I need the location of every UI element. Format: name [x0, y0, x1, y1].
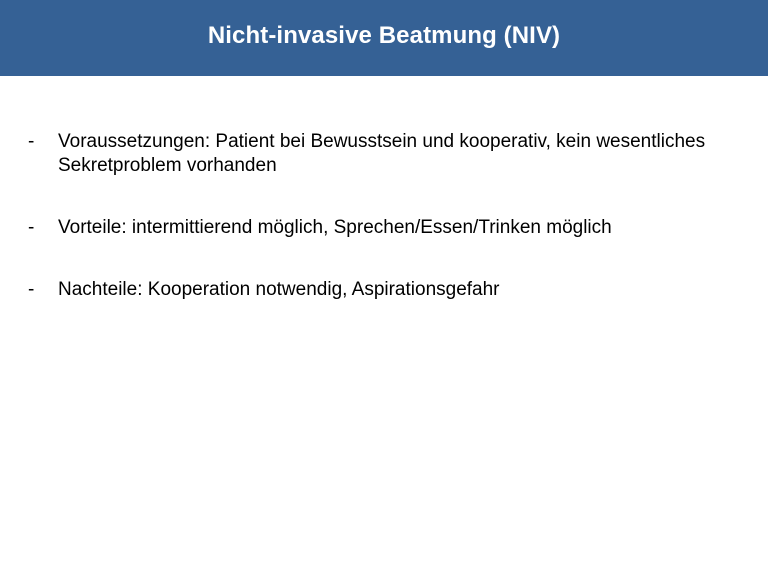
slide-title: Nicht-invasive Beatmung (NIV) [207, 21, 561, 49]
bullet-text: Vorteile: intermittierend möglich, Sprechen/Essen/Trinken möglich [58, 217, 612, 238]
title-bar [0, 0, 768, 76]
bullet-item-disadvantages [0, 278, 768, 302]
bullet-list [0, 130, 768, 340]
bullet-text: Nachteile: Kooperation notwendig, Aspirationsgefahr [58, 279, 500, 300]
bullet-text: Voraussetzungen: Patient bei Bewusstsein und kooperativ, kein wesentliches Sekretproblem vorhanden [58, 131, 706, 176]
bullet-dash: - [28, 131, 35, 152]
bullet-dash: - [28, 279, 35, 300]
bullet-dash: - [28, 217, 35, 238]
bullet-item-advantages [0, 216, 768, 240]
bullet-item-prerequisites [0, 130, 768, 178]
